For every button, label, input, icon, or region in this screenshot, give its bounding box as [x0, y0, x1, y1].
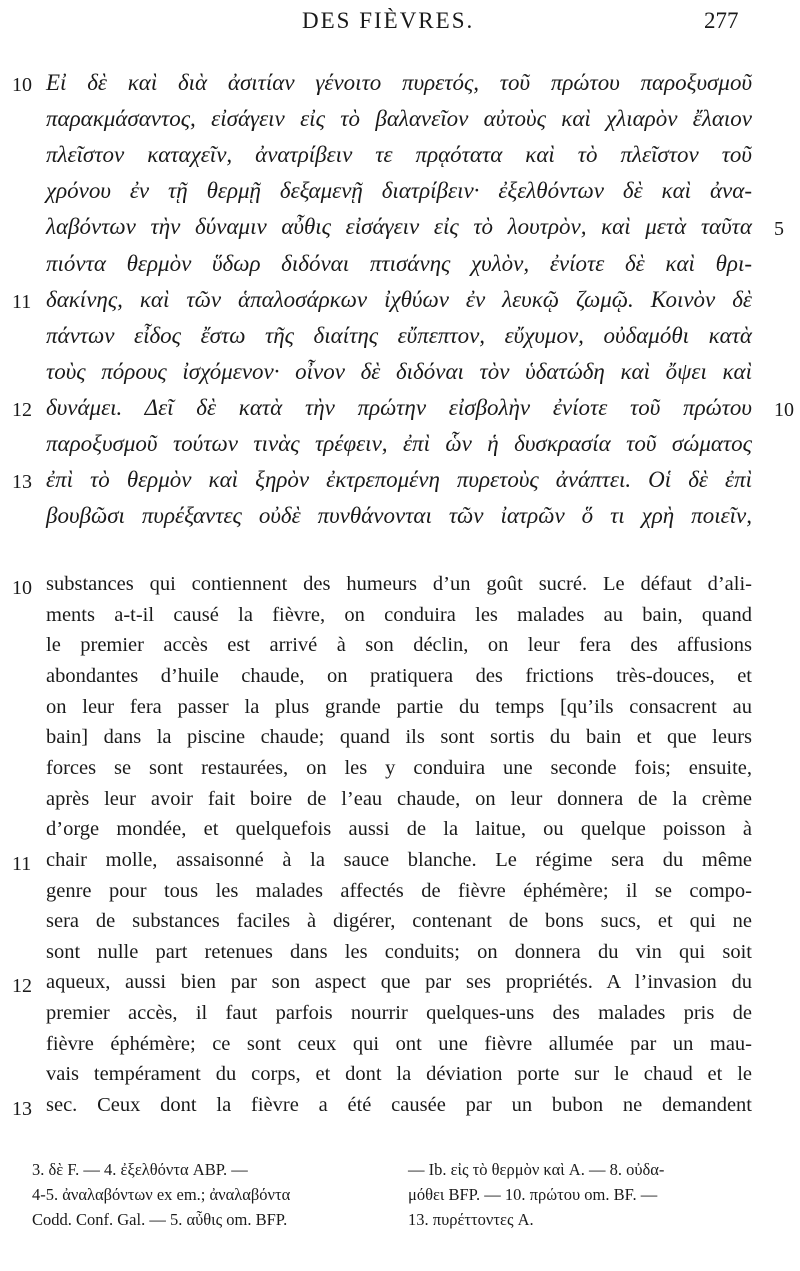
section-number: 13 [12, 471, 32, 494]
french-line: sec. Ceux dont la fièvre a été causée par un bubon ne demandent [46, 1094, 752, 1117]
french-line: le premier accès est arrivé à son déclin, on leur fera des affusions [46, 634, 752, 657]
greek-line: Εἰ δὲ καὶ διὰ ἀσιτίαν γένοιτο πυρετός, τοῦ πρώτου παροξυσμοῦ [46, 70, 752, 95]
line-number: 10 [774, 398, 794, 421]
greek-line: βουβῶσι πυρέξαντες οὐδὲ πυνθάνονται τῶν ἰατρῶν ὅ τι χρὴ ποιεῖν, [46, 503, 752, 529]
french-line: genre pour tous les malades affectés de fièvre éphémère; il se compo- [46, 879, 752, 902]
section-number: 11 [12, 852, 32, 875]
greek-line: πλεῖστον καταχεῖν, ἀνατρίβειν τε πρᾳότατα καὶ τὸ πλεῖστον τοῦ [46, 142, 752, 168]
french-line: abondantes d’huile chaude, on pratiquera des frictions très-douces, et [46, 664, 752, 687]
section-number: 13 [12, 1098, 32, 1121]
page-number: 277 [704, 8, 739, 33]
greek-line: δακίνης, καὶ τῶν ἁπαλοσάρκων ἰχθύων ἐν λευκῷ ζωμῷ. Κοινὸν δὲ [46, 286, 752, 312]
section-number: 12 [12, 398, 32, 421]
greek-line: ἐπὶ τὸ θερμὸν καὶ ξηρὸν ἐκτρεπομένη πυρετοὺς ἀνάπτει. Οἱ δὲ ἐπὶ [46, 467, 752, 493]
greek-line: πιόντα θερμὸν ὕδωρ διδόναι πτισάνης χυλὸν, ἐνίοτε δὲ καὶ θρι- [46, 250, 752, 276]
line-number: 5 [774, 218, 784, 241]
page-header [0, 8, 800, 40]
french-line: d’orge mondée, et quelquefois aussi de la laitue, ou quelque poisson à [46, 818, 752, 841]
section-number: 10 [12, 577, 32, 599]
footnote-line: μόθει BFP. — 10. πρώτου om. BF. — [408, 1185, 658, 1204]
french-line: sont nulle part retenues dans les conduits; on donnera du vin qui soit [46, 940, 752, 963]
greek-line: χρόνου ἐν τῇ θερμῇ δεξαμενῇ διατρίβειν· ἐξελθόντων δὲ καὶ ἀνα- [46, 178, 752, 204]
footnote-line: 13. πυρέττοντες A. [408, 1210, 534, 1229]
french-line: vais tempérament du corps, et dont la déviation porte sur le chaud et le [46, 1063, 752, 1086]
french-line: bain] dans la piscine chaude; quand ils sont sortis du bain et que leurs [46, 726, 752, 749]
french-line: sera de substances faciles à digérer, contenant de bons sucs, et qui ne [46, 910, 752, 933]
french-line: substances qui contiennent des humeurs d’un goût sucré. Le défaut d’ali- [46, 573, 752, 595]
french-line: on leur fera passer la plus grande partie du temps [qu’ils consacrent au [46, 695, 752, 718]
greek-line: πάντων εἶδος ἔστω τῆς διαίτης εὔπεπτον, εὔχυμον, οὐδαμόθι κατὰ [46, 322, 752, 348]
footnote-line: Codd. Conf. Gal. — 5. αὖθις om. BFP. [32, 1210, 288, 1229]
greek-line: λαβόντων τὴν δύναμιν αὖθις εἰσάγειν εἰς τὸ λουτρὸν, καὶ μετὰ ταῦτα [46, 214, 752, 240]
section-number: 12 [12, 975, 32, 998]
french-line: forces se sont restaurées, on les y conduira une seconde fois; ensuite, [46, 756, 752, 779]
footnote-line: 4-5. ἀναλαβόντων ex em.; ἀναλαβόντα [32, 1185, 291, 1204]
greek-line: παρακμάσαντος, εἰσάγειν εἰς τὸ βαλανεῖον αὐτοὺς καὶ χλιαρὸν ἔλαιον [46, 106, 752, 132]
greek-line: παροξυσμοῦ τούτων τινὰς τρέφειν, ἐπὶ ὧν ἡ δυσκρασία τοῦ σώματος [46, 431, 752, 456]
french-line: aqueux, aussi bien par son aspect que par ses propriétés. A l’invasion du [46, 971, 752, 994]
french-line: premier accès, il faut parfois nourrir quelques-uns des malades pris de [46, 1002, 752, 1025]
running-title: DES FIÈVRES. [302, 8, 475, 33]
french-line: ments a-t-il causé la fièvre, on conduira les malades au bain, quand [46, 603, 752, 626]
french-line: fièvre éphémère; ce sont ceux qui ont une fièvre allumée par un mau- [46, 1032, 752, 1055]
footnote-line: — Ib. εἰς τὸ θερμὸν καὶ A. — 8. οὐδα- [408, 1160, 665, 1179]
greek-line: τοὺς πόρους ἰσχόμενον· οἶνον δὲ διδόναι τὸν ὑδατώδη καὶ ὄψει καὶ [46, 358, 752, 384]
french-line: après leur avoir fait boire de l’eau chaude, on leur donnera de la crème [46, 787, 752, 810]
footnote-line: 3. δὲ F. — 4. ἐξελθόντα ABP. — [32, 1160, 248, 1179]
section-number: 10 [12, 74, 32, 96]
section-number: 11 [12, 290, 32, 313]
greek-line: δυνάμει. Δεῖ δὲ κατὰ τὴν πρώτην εἰσβολὴν ἐνίοτε τοῦ πρώτου [46, 394, 752, 420]
french-line: chair molle, assaisonné à la sauce blanche. Le régime sera du même [46, 848, 752, 871]
